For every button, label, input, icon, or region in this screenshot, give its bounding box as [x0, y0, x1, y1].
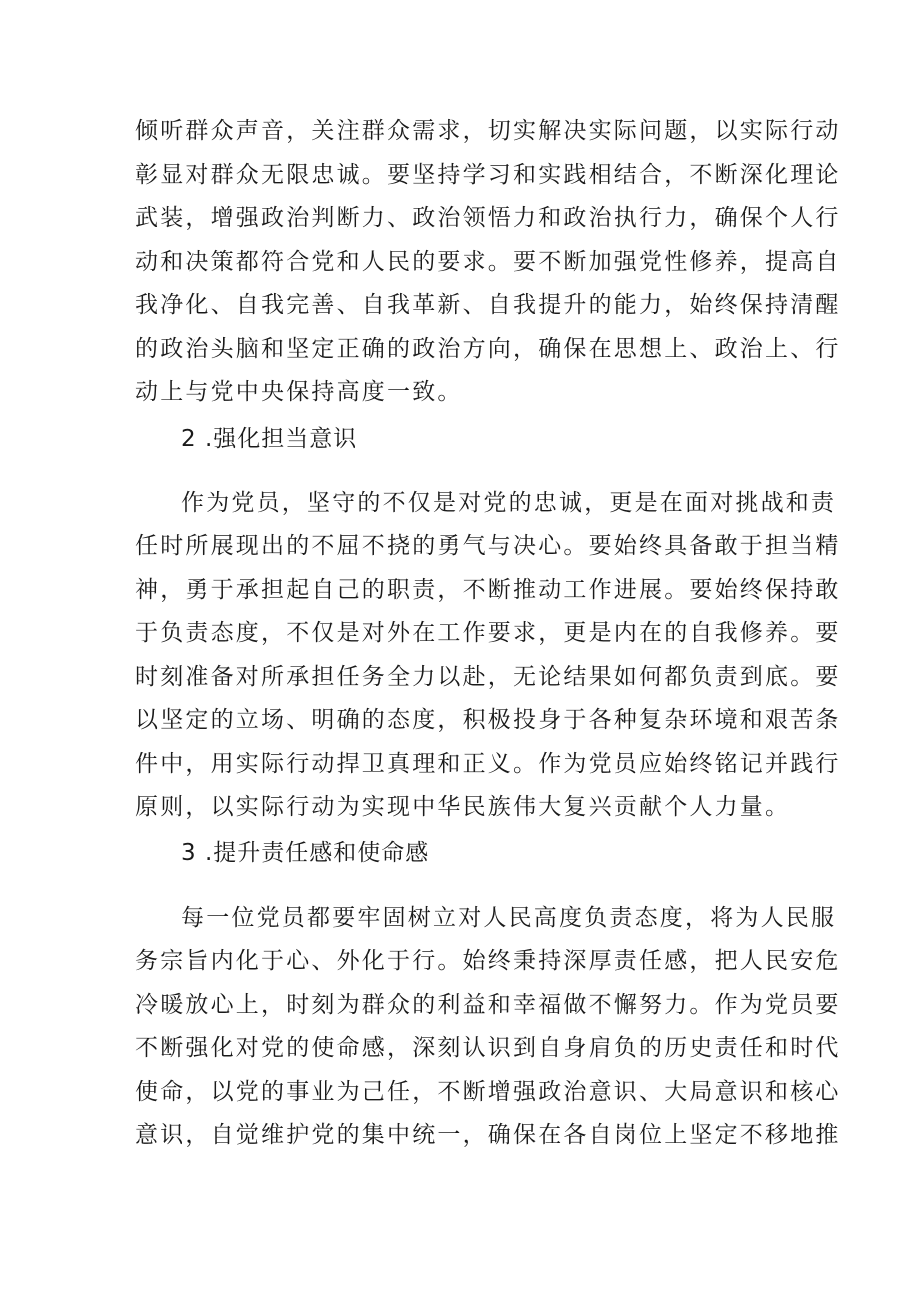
- body-text-line: 时刻准备对所承担任务全力以赴，无论结果如何都负责到底。要: [135, 664, 841, 690]
- body-text-line: 以坚定的立场、明确的态度，积极投身于各种复杂环境和艰苦条: [135, 707, 841, 733]
- body-text-line: 原则，以实际行动为实现中华民族伟大复兴贡献个人力量。: [135, 794, 791, 820]
- body-text-line: 件中，用实际行动捍卫真理和正义。作为党员应始终铭记并践行: [135, 751, 841, 777]
- body-text-line: 每一位党员都要牢固树立对人民高度负责态度，将为人民服: [181, 905, 837, 931]
- section-heading: 2 .强化担当意识: [181, 426, 358, 452]
- body-text-line: 任时所展现出的不屈不挠的勇气与决心。要始终具备敢于担当精: [135, 533, 841, 559]
- body-text-line: 武装，增强政治判断力、政治领悟力和政治执行力，确保个人行: [135, 205, 841, 231]
- body-text-line: 神，勇于承担起自己的职责，不断推动工作进展。要始终保持敢: [135, 577, 841, 603]
- body-text-line: 于负责态度，不仅是对外在工作要求，更是内在的自我修养。要: [135, 620, 841, 646]
- body-text-line: 我净化、自我完善、自我革新、自我提升的能力，始终保持清醒: [135, 292, 841, 318]
- body-text-line: 冷暖放心上，时刻为群众的利益和幸福做不懈努力。作为党员要: [135, 992, 841, 1018]
- body-text-line: 务宗旨内化于心、外化于行。始终秉持深厚责任感，把人民安危: [135, 948, 841, 974]
- body-text-line: 动上与党中央保持高度一致。: [135, 379, 463, 405]
- body-text-line: 使命，以党的事业为己任，不断增强政治意识、大局意识和核心: [135, 1079, 841, 1105]
- body-text-line: 意识，自觉维护党的集中统一，确保在各自岗位上坚定不移地推: [135, 1122, 841, 1148]
- body-text-line: 倾听群众声音，关注群众需求，切实解决实际问题，以实际行动: [135, 118, 841, 144]
- body-text-line: 的政治头脑和坚定正确的政治方向，确保在思想上、政治上、行: [135, 336, 841, 362]
- body-text-line: 不断强化对党的使命感，深刻认识到自身肩负的历史责任和时代: [135, 1035, 841, 1061]
- section-heading: 3 .提升责任感和使命感: [181, 840, 430, 866]
- body-text-line: 动和决策都符合党和人民的要求。要不断加强党性修养，提高自: [135, 249, 841, 275]
- body-text-line: 彰显对群众无限忠诚。要坚持学习和实践相结合，不断深化理论: [135, 162, 841, 188]
- body-text-line: 作为党员，坚守的不仅是对党的忠诚，更是在面对挑战和责: [181, 490, 837, 516]
